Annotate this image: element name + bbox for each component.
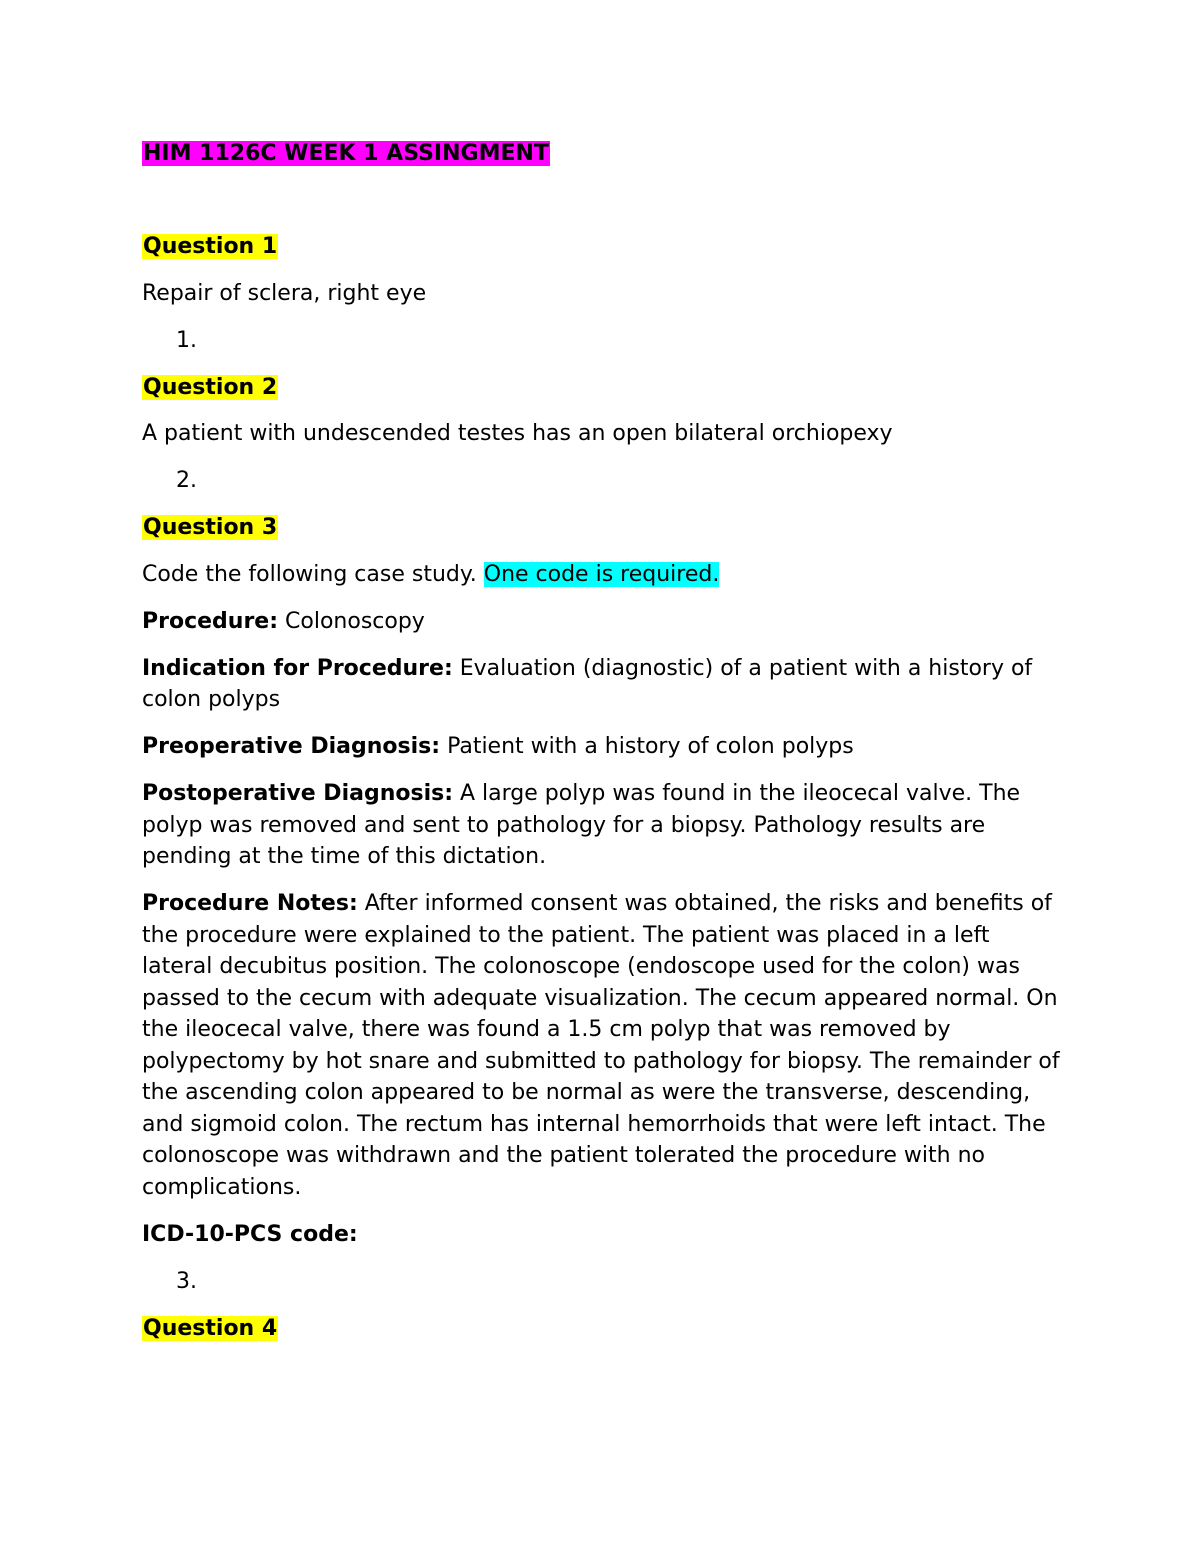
question-3-answer-number: 3. [176, 1268, 197, 1294]
postoperative-diagnosis-field: Postoperative Diagnosis: A large polyp was found in the ileocecal valve. The polyp was removed and sent to pathology for a biopsy. Pathology results are pending at the time of this dictation. [142, 781, 1021, 869]
required-note: One code is required. [483, 561, 720, 587]
indication-field: Indication for Procedure: Evaluation (diagnostic) of a patient with a history of colon polyps [142, 655, 1033, 712]
document-title [142, 138, 1062, 169]
question-2-answer-number: 2. [176, 468, 197, 493]
question-1-heading: Question 1 [143, 234, 278, 259]
question-3-heading: Question 3 [143, 515, 278, 540]
question-3-intro: Code the following case study. One code is required. [142, 561, 720, 587]
question-4-heading: Question 4 [143, 1315, 278, 1341]
procedure-field: Procedure: Colonoscopy [142, 608, 425, 634]
question-2-heading: Question 2 [143, 374, 278, 400]
document-title-text: HIM 1126C WEEK 1 ASSINGMENT [143, 141, 549, 166]
document-page [142, 138, 1062, 1344]
question-2-text: A patient with undescended testes has an open bilateral orchiopexy [142, 421, 893, 446]
question-1-text: Repair of sclera, right eye [142, 280, 427, 306]
icd-10-pcs-code-label: ICD-10-PCS code: [142, 1221, 358, 1247]
question-1-answer-number: 1. [176, 327, 197, 353]
preoperative-diagnosis-field: Preoperative Diagnosis: Patient with a history of colon polyps [142, 734, 854, 759]
procedure-notes-field: Procedure Notes: After informed consent was obtained, the risks and benefits of the procedure were explained to the patient. The patient was placed in a left lateral decubitus position. The colonoscope (endoscope used for the colon) was passed to the cecum with adequate visualization. The cecum appeared normal. On the ileocecal valve, there was found a 1.5 cm polyp that was removed by polypectomy by hot snare and submitted to pathology for biopsy. The remainder of the ascending colon appeared to be normal as were the transverse, descending, and sigmoid colon. The rectum has internal hemorrhoids that were left intact. The colonoscope was withdrawn and the patient tolerated the procedure with no complications. [142, 891, 1060, 1200]
